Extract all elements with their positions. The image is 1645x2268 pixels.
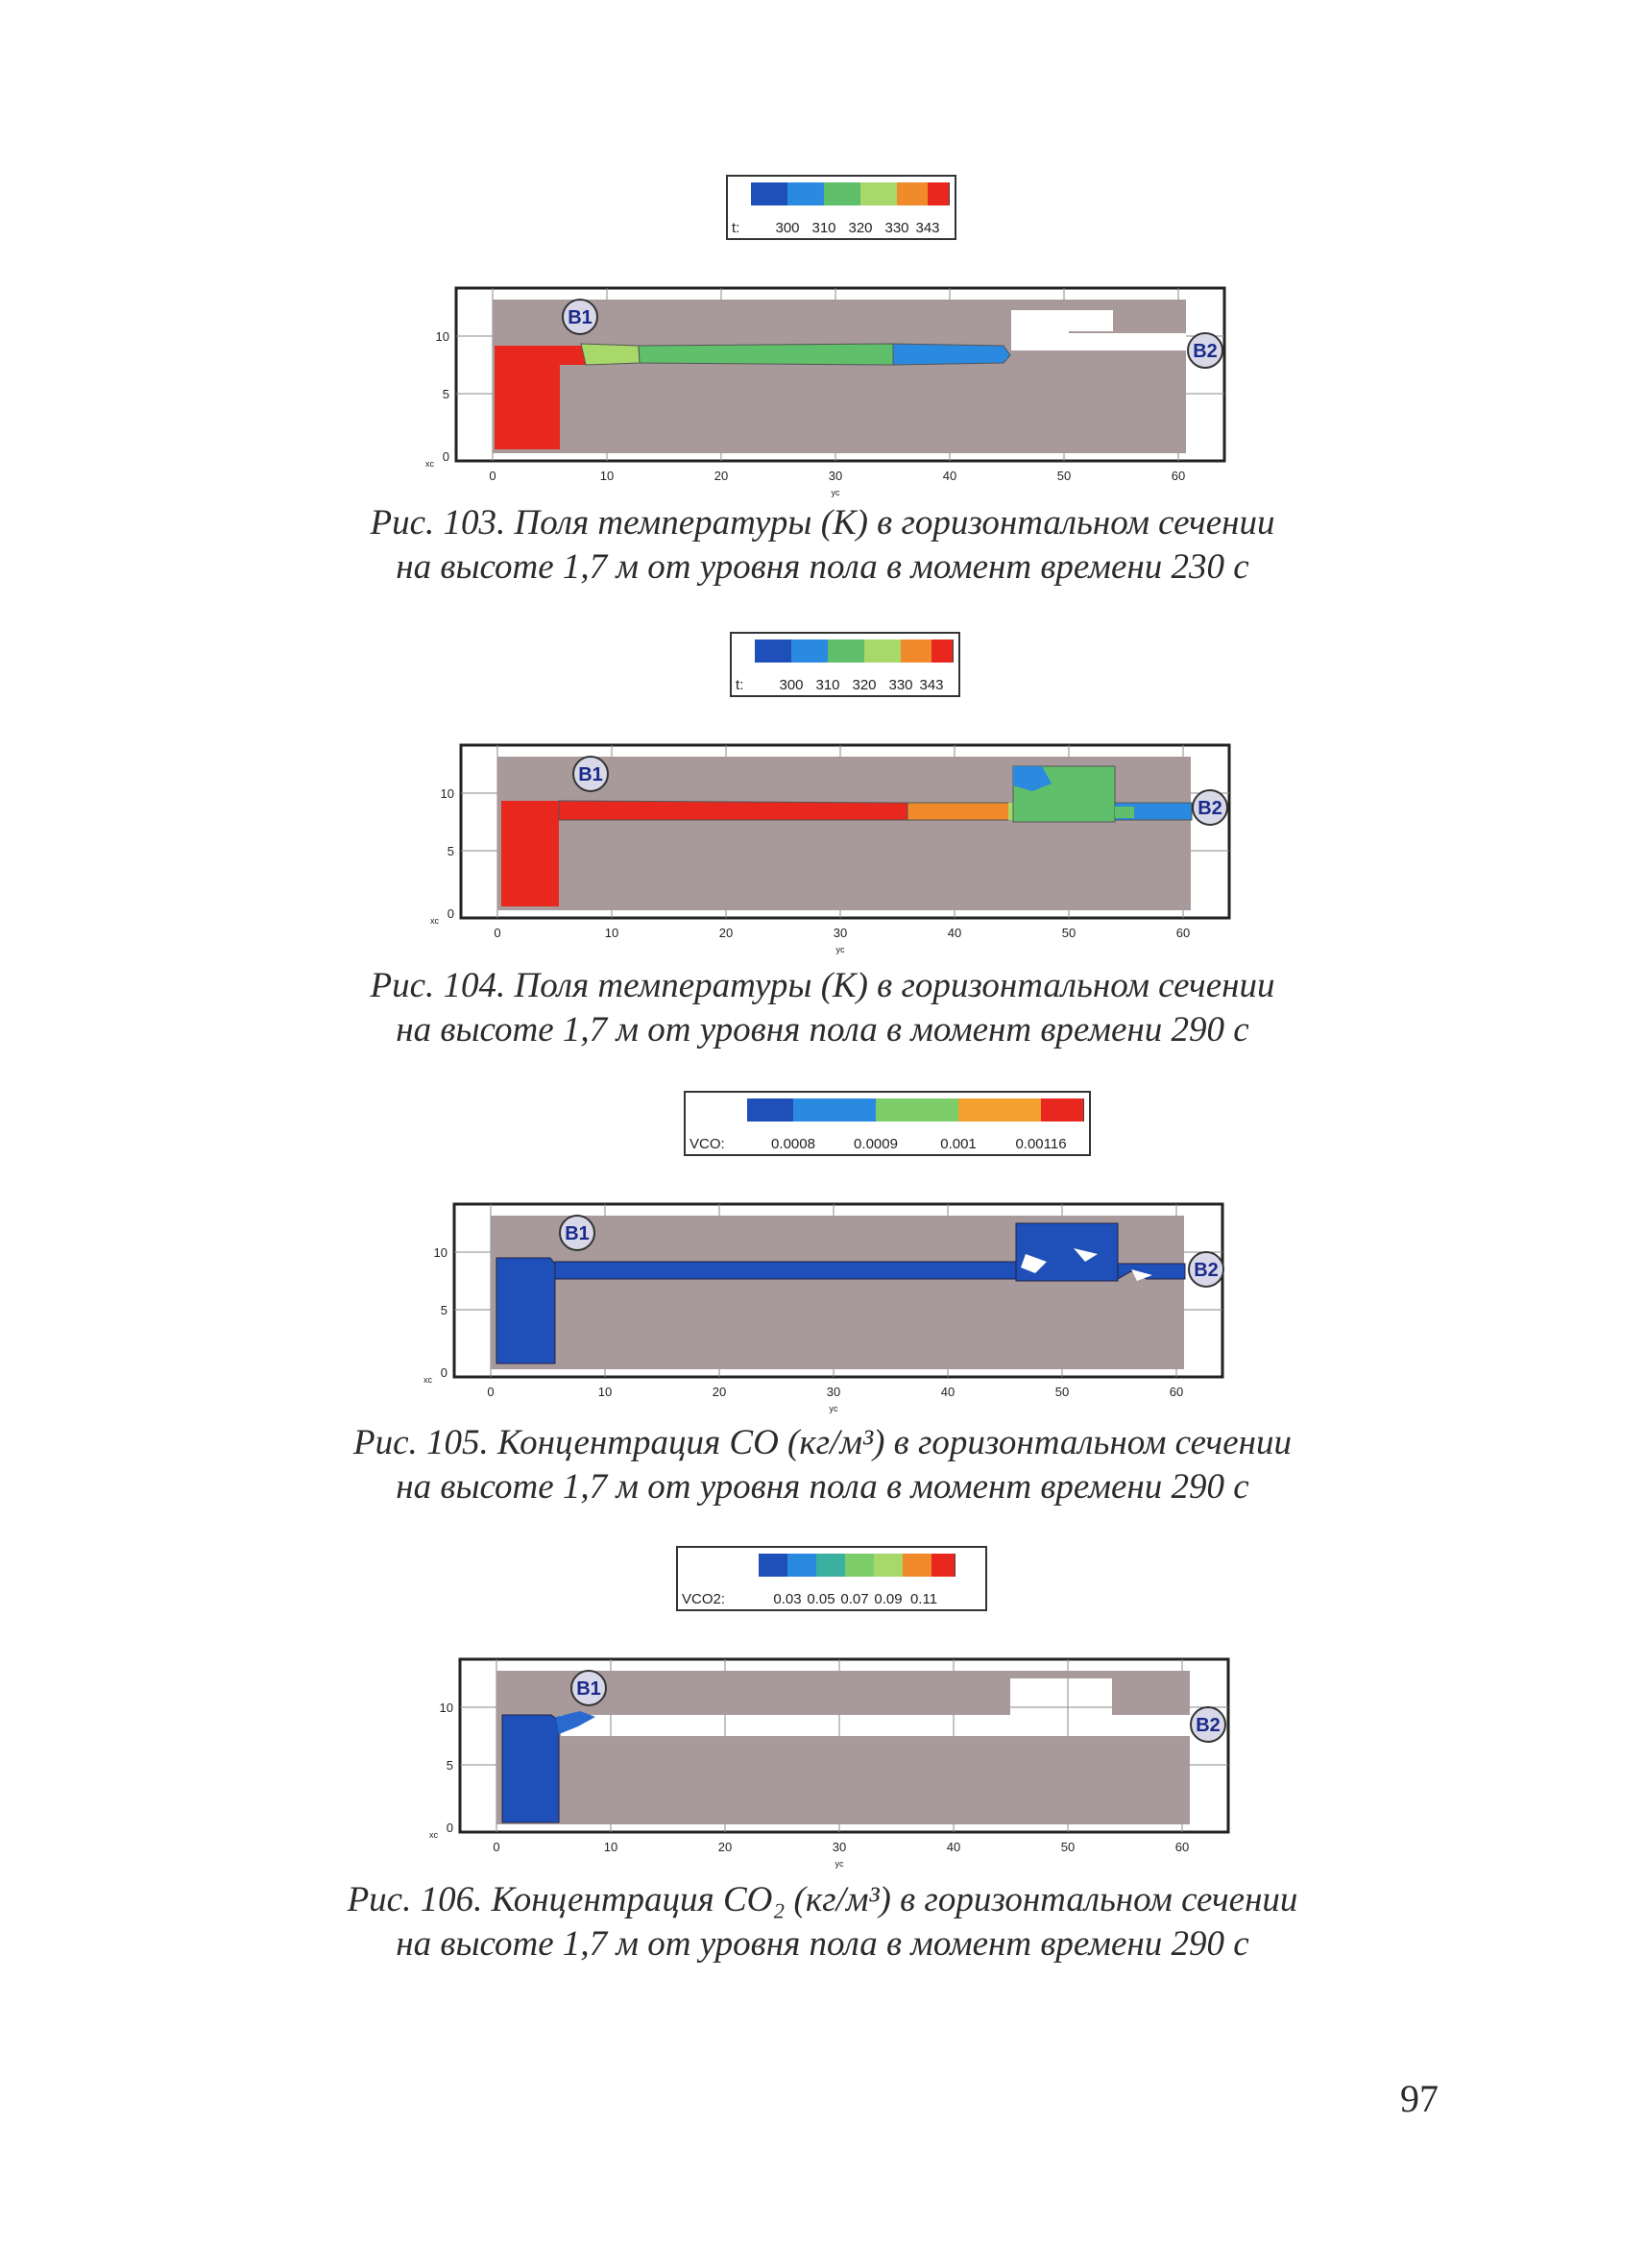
colorbar-tick: 0.09 (874, 1591, 903, 1607)
caption-line: Рис. 105. Концентрация СО (кг/м³) в горизонтальном сечении (353, 1423, 1292, 1462)
caption-line: на высоте 1,7 м от уровня пола в момент времени 290 с (396, 1010, 1249, 1050)
colorbar-tick: 330 (884, 220, 909, 236)
x-tick: 40 (940, 1385, 956, 1399)
x-tick: 30 (828, 469, 843, 483)
colorbar-tick: 320 (852, 677, 877, 693)
colorbar-tick: 0.0009 (854, 1136, 898, 1152)
temperature-field-plot-fig104 (408, 736, 1244, 956)
y-tick: 10 (433, 1245, 448, 1260)
marker-b2: B2 (1197, 798, 1222, 819)
colorbar-label: t: (732, 220, 740, 236)
colorbar-tick: 310 (815, 677, 840, 693)
colorbar-label: VCO2: (682, 1591, 726, 1607)
y-tick: 5 (440, 1303, 448, 1317)
colorbar-label: t: (736, 677, 744, 693)
figure-caption-fig105 (0, 1421, 1645, 1509)
x-tick: 0 (487, 1385, 495, 1399)
colorbar-swatch (787, 182, 825, 205)
colorbar-swatch (755, 639, 792, 663)
y-axis-label: xc (425, 459, 434, 469)
colorbar-tick: 0.0008 (771, 1136, 815, 1152)
marker-b2: B2 (1193, 341, 1218, 362)
colorbar-swatch (901, 639, 932, 663)
colorbar-tick: 0.00116 (1015, 1136, 1067, 1152)
page-number: 97 (1400, 2077, 1439, 2120)
x-tick: 0 (494, 926, 501, 940)
colorbar-tick: 320 (848, 220, 873, 236)
y-tick: 5 (446, 1758, 453, 1773)
x-tick: 20 (718, 926, 734, 940)
caption-line: на высоте 1,7 м от уровня пола в момент времени 230 с (396, 547, 1249, 587)
x-tick: 10 (599, 469, 615, 483)
x-tick: 20 (717, 1840, 733, 1854)
x-tick: 10 (597, 1385, 613, 1399)
marker-b1: B1 (568, 307, 593, 328)
colorbar-swatch (860, 182, 898, 205)
x-tick: 30 (833, 926, 848, 940)
x-tick: 20 (714, 469, 729, 483)
x-tick: 40 (942, 469, 957, 483)
x-axis-label: yc (829, 1404, 838, 1413)
colorbar-tick: 300 (779, 677, 804, 693)
colorbar-tick: 0.001 (940, 1136, 977, 1152)
marker-b2: B2 (1196, 1715, 1221, 1736)
x-tick: 10 (604, 926, 619, 940)
colorbar-swatch (876, 1098, 959, 1122)
colorbar-swatch (759, 1554, 788, 1577)
marker-b1: B1 (576, 1678, 601, 1700)
x-tick: 10 (603, 1840, 618, 1854)
figure-caption-fig104 (0, 964, 1645, 1052)
x-axis-label: yc (831, 488, 840, 497)
colorbar-tick: 0.03 (773, 1591, 802, 1607)
figure-caption-fig103 (0, 501, 1645, 590)
y-tick: 10 (439, 1701, 453, 1715)
x-tick: 30 (826, 1385, 841, 1399)
x-tick: 60 (1169, 1385, 1184, 1399)
x-axis-label: yc (835, 945, 845, 954)
caption-line: Рис. 104. Поля температуры (К) в горизонтальном сечении (370, 966, 1275, 1005)
y-tick: 5 (447, 844, 454, 858)
y-tick: 0 (447, 906, 454, 921)
colorbar-swatch (897, 182, 929, 205)
colorbar-swatch (791, 639, 829, 663)
x-tick: 0 (489, 469, 496, 483)
co-concentration-plot-fig105 (401, 1194, 1237, 1415)
caption-line: Рис. 106. Концентрация СО₂ (кг/м³) в горизонтальном сечении (347, 1880, 1298, 1919)
y-tick: 10 (435, 329, 449, 344)
caption-line: Рис. 103. Поля температуры (К) в горизонтальном сечении (370, 503, 1275, 543)
marker-b1: B1 (565, 1223, 590, 1244)
colorbar-swatch (931, 1554, 956, 1577)
colorbar-tick: 343 (915, 220, 940, 236)
colorbar-swatch (931, 639, 954, 663)
x-tick: 50 (1060, 1840, 1076, 1854)
x-tick: 60 (1171, 469, 1186, 483)
y-tick: 0 (446, 1821, 453, 1835)
colorbar-swatch (747, 1098, 794, 1122)
colorbar-tick: 0.11 (909, 1591, 938, 1607)
colorbar-tick: 310 (811, 220, 836, 236)
colorbar-swatch (845, 1554, 875, 1577)
y-axis-label: xc (423, 1375, 432, 1385)
colorbar-label: VCO: (689, 1136, 725, 1152)
figure-caption-fig106 (0, 1878, 1645, 1966)
colorbar-tick: 0.07 (840, 1591, 869, 1607)
colorbar-tick: 330 (888, 677, 913, 693)
colorbar-fig105 (684, 1091, 1091, 1156)
caption-line: на высоте 1,7 м от уровня пола в момент времени 290 с (396, 1924, 1249, 1964)
colorbar-swatch (793, 1098, 877, 1122)
x-tick: 60 (1175, 926, 1191, 940)
colorbar-tick: 300 (775, 220, 800, 236)
colorbar-swatch (903, 1554, 932, 1577)
colorbar-fig106 (676, 1546, 987, 1611)
marker-b2: B2 (1194, 1260, 1219, 1281)
colorbar-swatch (787, 1554, 817, 1577)
y-axis-label: xc (430, 916, 439, 926)
co2-concentration-plot-fig106 (407, 1650, 1243, 1870)
colorbar-swatch (1041, 1098, 1084, 1122)
y-tick: 10 (440, 786, 454, 801)
colorbar-fig104 (730, 632, 960, 697)
colorbar-swatch (928, 182, 950, 205)
colorbar-swatch (958, 1098, 1042, 1122)
x-tick: 40 (947, 926, 962, 940)
y-axis-label: xc (429, 1830, 438, 1840)
x-axis-label: yc (835, 1859, 844, 1869)
x-tick: 60 (1174, 1840, 1190, 1854)
marker-b1: B1 (578, 764, 603, 785)
colorbar-tick: 0.05 (807, 1591, 835, 1607)
x-tick: 50 (1056, 469, 1072, 483)
x-tick: 50 (1054, 1385, 1070, 1399)
temperature-field-plot-fig103 (403, 278, 1239, 499)
colorbar-swatch (751, 182, 788, 205)
x-tick: 0 (493, 1840, 500, 1854)
colorbar-tick: 343 (919, 677, 944, 693)
colorbar-swatch (864, 639, 902, 663)
colorbar-fig103 (726, 175, 956, 240)
colorbar-swatch (824, 182, 861, 205)
x-tick: 50 (1061, 926, 1077, 940)
caption-line: на высоте 1,7 м от уровня пола в момент времени 290 с (396, 1467, 1249, 1507)
x-tick: 20 (712, 1385, 727, 1399)
x-tick: 40 (946, 1840, 961, 1854)
y-tick: 0 (442, 449, 449, 464)
colorbar-swatch (874, 1554, 904, 1577)
y-tick: 5 (442, 387, 449, 401)
x-tick: 30 (832, 1840, 847, 1854)
colorbar-swatch (828, 639, 865, 663)
colorbar-swatch (816, 1554, 846, 1577)
y-tick: 0 (440, 1365, 448, 1380)
